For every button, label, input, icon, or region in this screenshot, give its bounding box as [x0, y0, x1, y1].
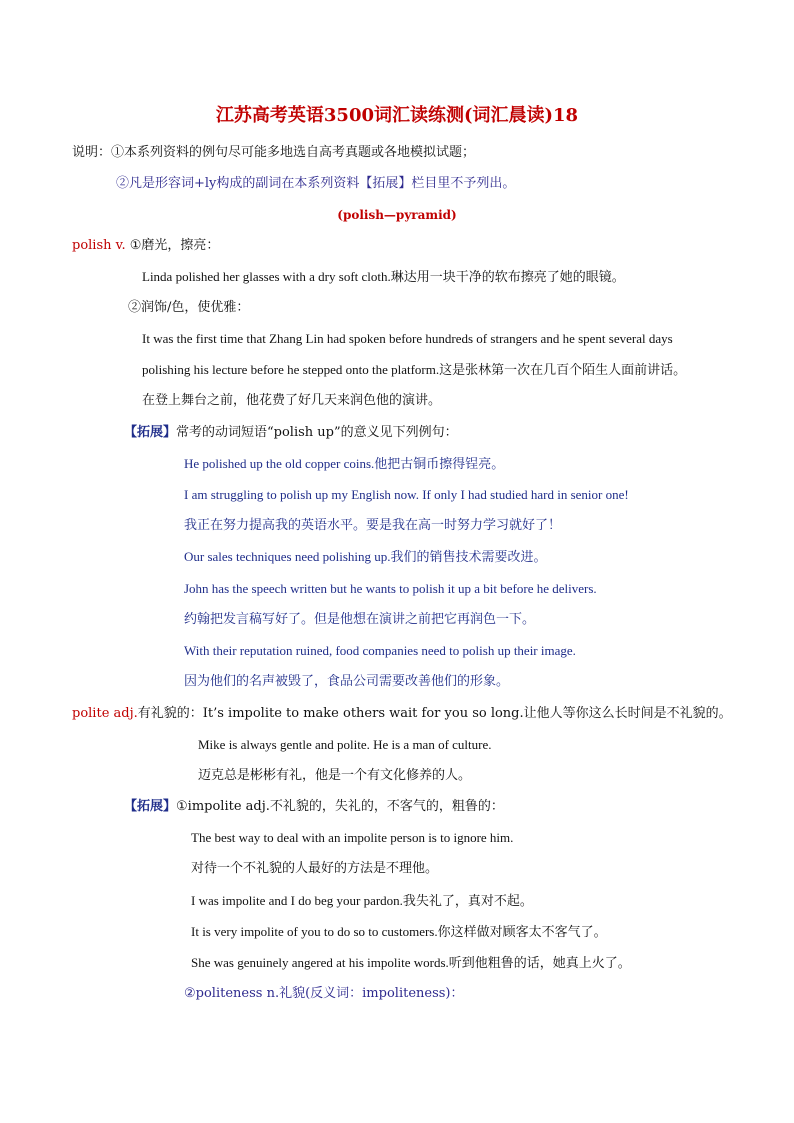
example-sentence: She was genuinely angered at his impolite words.听到他粗鲁的话，她真上火了。 [191, 955, 631, 970]
example-sentence: He polished up the old copper coins.他把古铜币擦得锃亮。 [184, 456, 505, 471]
headword-polite: polite adj. [72, 706, 138, 721]
sense-label: ①磨光，擦亮： [129, 238, 220, 253]
note-line-1: 说明：①本系列资料的例句尽可能多地选自高考真题或各地模拟试题； [72, 145, 476, 160]
example-translation: 我正在努力提高我的英语水平。要是我在高一时努力学习就好了！ [184, 518, 562, 533]
example-sentence: Our sales techniques need polishing up.我们的销售技术需要改进。 [184, 549, 547, 564]
extension-polish [124, 424, 458, 442]
extension-text: ①impolite adj.不礼貌的，失礼的，不客气的，粗鲁的： [176, 799, 504, 814]
example-sentence: John has the speech written but he wants to polish it up a bit before he delivers. [184, 581, 597, 596]
example-sentence: It is very impolite of you to do so to customers.你这样做对顾客太不客气了。 [191, 924, 607, 939]
example-translation: 在登上舞台之前，他花费了好几天来润色他的演讲。 [142, 393, 442, 408]
example-translation: 对待一个不礼貌的人最好的方法是不理他。 [191, 861, 439, 876]
example-sentence: It was the first time that Zhang Lin had spoken before hundreds of strangers and he spent several days [142, 331, 673, 346]
word-range: (polish—pyramid) [337, 208, 457, 222]
example-translation: 因为他们的名声被毁了，食品公司需要改善他们的形象。 [184, 674, 510, 689]
definition-line: 有礼貌的：It’s impolite to make others wait for you so long.让他人等你这么长时间是不礼貌的。 [137, 706, 732, 721]
example-sentence: I am struggling to polish up my English now. If only I had studied hard in senior one! [184, 487, 629, 502]
example-translation: 迈克总是彬彬有礼，他是一个有文化修养的人。 [198, 768, 472, 783]
example-sentence: The best way to deal with an impolite person is to ignore him. [191, 830, 514, 845]
page-title: 江苏高考英语3500词汇读练测(词汇晨读)18 [215, 105, 579, 126]
extension-sub-item: ②politeness n.礼貌(反义词：impoliteness)： [184, 986, 464, 1001]
extension-label: 【拓展】 [124, 425, 177, 440]
entry-polish-sense-1 [72, 237, 219, 255]
headword-polish: polish v. [72, 238, 126, 253]
example-sentence: Linda polished her glasses with a dry soft cloth.琳达用一块干净的软布擦亮了她的眼镜。 [142, 269, 625, 284]
extension-text: 常考的动词短语“polish up”的意义见下列例句： [176, 425, 458, 440]
example-sentence: Mike is always gentle and polite. He is a man of culture. [198, 737, 492, 752]
extension-label: 【拓展】 [124, 799, 177, 814]
example-sentence: polishing his lecture before he stepped onto the platform.这是张林第一次在几百个陌生人面前讲话。 [142, 362, 687, 377]
note-line-2: ②凡是形容词+ly构成的副词在本系列资料【拓展】栏目里不予列出。 [116, 176, 516, 191]
example-translation: 约翰把发言稿写好了。但是他想在演讲之前把它再润色一下。 [184, 612, 536, 627]
extension-polite [124, 798, 504, 816]
example-sentence: With their reputation ruined, food companies need to polish up their image. [184, 643, 576, 658]
entry-polite [72, 705, 732, 723]
example-sentence: I was impolite and I do beg your pardon.我失礼了，真对不起。 [191, 893, 533, 908]
sense-label-2: ②润饰/色，使优雅： [128, 300, 250, 315]
